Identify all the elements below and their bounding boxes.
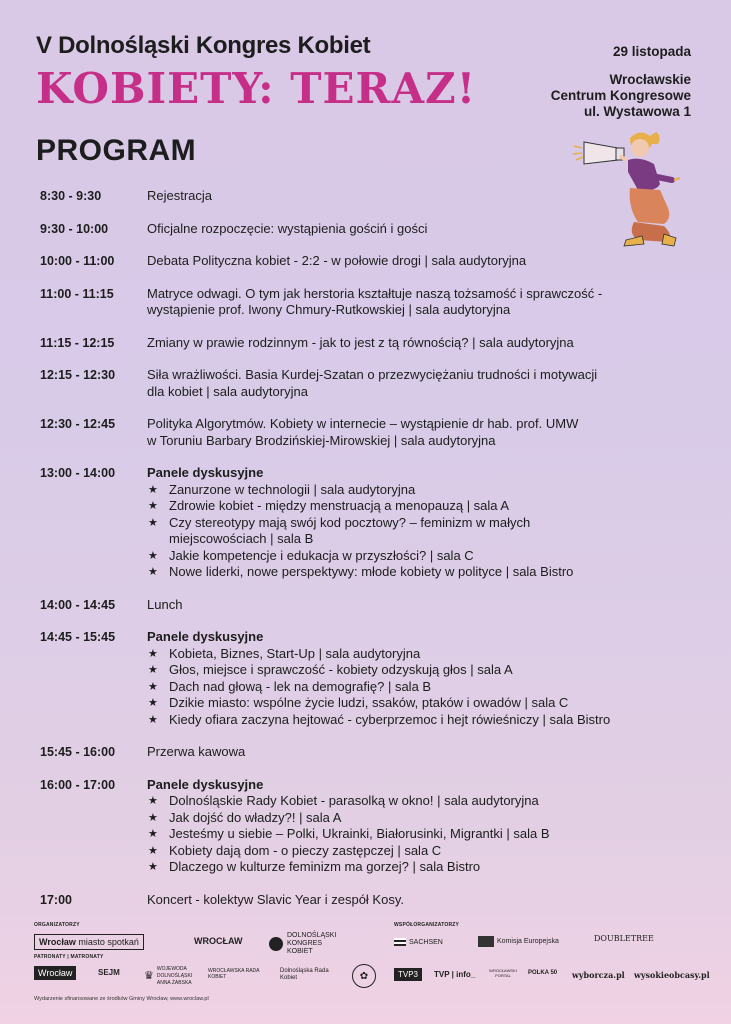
panel-item-text [169,498,509,515]
panel-item [147,712,700,729]
star-bullet-icon: ★ [148,811,158,824]
panel-item-line: Dach nad głową - lek na demografię? | sala B [169,678,432,694]
polka-logo: POLKA 50 [528,970,558,976]
tvp-info-logo: TVP | info_ [434,970,476,979]
row-gap [40,205,700,221]
wrk-logo: WROCŁAWSKA RADA KOBIET [208,968,260,980]
wroclaw-miasto-spotkan-logo [34,934,144,950]
panel-item-line: Czy stereotypy mają swój kod pocztowy? – feminizm w małych [169,514,531,530]
freistaat-sachsen-logo [394,938,443,946]
wysokie-obcasy-logo: wysokieobcasy.pl [634,970,710,980]
panel-item-text [169,695,568,712]
venue-line-2: Centrum Kongresowe [550,88,691,103]
sachsen-flag-icon [394,938,406,946]
panel-item-line: Głos, miejsce i sprawczość - kobiety odzyskują głos | sala A [169,662,513,677]
venue-line-3: ul. Wystawowa 1 [583,104,691,119]
schedule-row [40,221,700,238]
schedule-time: 16:00 - 17:00 [40,777,116,792]
schedule-time: 9:30 - 10:00 [40,221,109,236]
star-bullet-icon: ★ [148,861,158,873]
eu-flag-icon [478,936,494,947]
schedule-time: 10:00 - 11:00 [40,254,115,268]
row-gap [40,237,700,253]
drk-logo: Dolnośląska Rada Kobiet [280,968,329,981]
schedule-row [40,629,700,728]
description-line: dla kobiet | sala audytoryjna [147,383,308,399]
panel-item-line: miejscowościach | sala B [169,531,314,546]
schedule-time: 11:15 - 12:15 [40,335,115,350]
panel-item [147,679,700,696]
panel-item-line: Kobiety dają dom - o pieczy zastępczej | sala C [169,842,442,858]
schedule-row [40,286,700,319]
event-details [551,44,691,120]
event-date: 29 listopada [612,44,691,59]
panel-item-line: Dzikie miasto: wspólne życie ludzi, ssaków, ptaków i owadów | sala C [169,695,569,710]
star-bullet-icon: ★ [148,549,158,562]
schedule-row [40,367,700,400]
panel-item-line: Jak dojść do władzy?! | sala A [169,809,342,825]
panel-item [147,695,700,712]
row-gap [40,876,700,892]
row-gap [40,761,700,777]
patrons-label: PATRONATY | MATRONATY [34,954,104,960]
schedule-row [40,465,700,581]
sejm-logo: SEJM [98,968,120,977]
panel-item-text [169,810,341,827]
panel-item [147,810,700,827]
star-bullet-icon: ★ [148,516,158,529]
wroclawski-portal-logo: WROCŁAWSKI PORTAL [489,968,517,978]
logo-text-tag: miasto spotkań [78,937,139,947]
panel-item-text [169,515,530,548]
description-line: Debata Polityczna kobiet - 2:2 - w połowie drogi | sala audytoryjna [147,253,527,268]
schedule-row [40,188,700,205]
schedule-time: 15:45 - 16:00 [40,745,116,759]
header-left [36,32,476,168]
schedule-time: 13:00 - 14:00 [40,466,116,480]
schedule-description [147,335,700,352]
schedule-description [147,188,700,205]
description-line: Matryce odwagi. O tym jak herstoria kształtuje naszą tożsamość i sprawczość - [147,285,603,301]
description-line: Zmiany w prawie rodzinnym - jak to jest z tą równością? | sala audytoryjna [147,334,574,350]
panel-item-line: Zdrowie kobiet - między menstruacją a menopauzą | sala A [169,498,510,513]
panel-item [147,515,700,548]
schedule-description [147,777,700,876]
description-line: Lunch [147,596,183,612]
row-gap [40,613,700,629]
row-gap [40,449,700,465]
schedule-row [40,597,700,614]
panel-item-line: Kiedy ofiara zaczyna hejtować - cyberprzemoc i hejt rówieśniczy | sala Bistro [169,711,611,727]
dkk-icon [269,937,283,951]
panel-item-text [169,859,480,876]
star-bullet-icon: ★ [148,680,158,693]
dkk-logo [269,932,349,956]
row-gap [40,270,700,286]
star-bullet-icon: ★ [148,566,158,578]
panel-item [147,826,700,843]
description-line: Siła wrażliwości. Basia Kurdej-Szatan o przezwyciężaniu trudności i motywacji [147,367,598,382]
panel-item-text [169,482,415,499]
schedule-time: 8:30 - 9:30 [40,189,102,203]
schedule-row [40,777,700,876]
panel-item-text [169,548,474,565]
wroclaw-small-logo: Wrocław [34,966,76,980]
panel-heading: Panele dyskusyjne [147,776,264,792]
funding-footnote: Wydarzenie sfinansowane ze środków Gminy Wrocław, www.wroclaw.pl [34,996,209,1002]
star-bullet-icon: ★ [148,828,158,840]
schedule-description [147,465,700,581]
panel-item [147,646,700,663]
schedule-description [147,892,700,909]
panel-item-line: Jakie kompetencje i edukacja w przyszłości? | sala C [169,547,474,563]
panel-item-text [169,679,431,696]
panel-heading: Panele dyskusyjne [147,465,264,480]
star-bullet-icon: ★ [148,713,158,726]
description-line: w Toruniu Barbary Brodzińskiej-Mirowskiej | sala audytoryjna [147,432,496,448]
schedule-description [147,253,700,270]
schedule-time: 12:30 - 12:45 [40,417,116,431]
row-gap [40,400,700,416]
panel-item-text [169,646,420,663]
panel-item-line: Jesteśmy u siebie – Polki, Ukrainki, Białorusinki, Migrantki | sala B [169,826,550,841]
panel-item-text [169,564,573,581]
panel-heading: Panele dyskusyjne [147,629,264,644]
program-heading: PROGRAM [36,134,197,167]
venue-line-1: Wrocławskie [609,72,691,87]
coorganizers-label: WSPÓŁORGANIZATORZY [394,922,460,928]
wroclaw-city-logo: WROCŁAW [194,936,243,946]
schedule-time: 17:00 [40,892,72,907]
schedule-row [40,892,700,909]
tvp3-logo: TVP3 [394,968,422,981]
program-schedule [40,188,700,908]
panel-item-line: Dolnośląskie Rady Kobiet - parasolką w okno! | sala audytoryjna [169,793,539,808]
row-gap [40,351,700,367]
star-bullet-icon: ★ [148,483,158,496]
description-line: wystąpienie prof. Iwony Chmury-Rutkowskiej | sala audytoryjna [147,302,511,317]
panel-item-line: Nowe liderki, nowe perspektywy: młode kobiety w polityce | sala Bistro [169,564,574,579]
panel-item-line: Kobieta, Biznes, Start-Up | sala audytoryjna [169,645,421,661]
eagle-icon: ♛ [144,970,154,982]
sachsen-text: SACHSEN [409,938,443,946]
schedule-description [147,744,700,761]
panel-item [147,793,700,810]
row-gap [40,319,700,335]
schedule-description [147,597,700,614]
schedule-description [147,629,700,728]
star-bullet-icon: ★ [148,647,158,660]
description-line: Polityka Algorytmów. Kobiety w internecie – wystąpienie dr hab. prof. UMW [147,416,579,431]
ke-text: Komisja Europejska [497,938,559,945]
description-line: Przerwa kawowa [147,744,246,759]
wojewoda-text: WOJEWODA DOLNOŚLĄSKI ANNA ŻABSKA [156,966,193,986]
dkk-logo-text: DOLNOŚLĄSKI KONGRES KOBIET [287,932,337,955]
schedule-time: 14:45 - 15:45 [40,630,116,644]
panel-item-text [169,843,441,860]
schedule-time: 11:00 - 11:15 [40,286,114,301]
row-gap [40,581,700,597]
doubletree-logo: DOUBLETREE [594,934,654,943]
wojewoda-logo [144,966,204,987]
schedule-row [40,253,700,270]
event-subtitle: V Dolnośląski Kongres Kobiet [36,32,371,59]
panel-item-text [169,826,550,843]
description-line: Oficjalne rozpoczęcie: wystąpienia gościń i gości [147,220,428,236]
schedule-row [40,416,700,449]
schedule-description [147,367,700,400]
schedule-row [40,335,700,352]
panel-item [147,843,700,860]
star-bullet-icon: ★ [148,500,158,512]
panel-item [147,548,700,565]
panel-item [147,859,700,876]
schedule-time: 12:15 - 12:30 [40,368,116,382]
panel-item-line: Dlaczego w kulturze feminizm ma gorzej? | sala Bistro [169,859,481,874]
logo-text-wroclaw: Wrocław [39,937,76,947]
wyborcza-logo: wyborcza.pl [572,970,625,980]
star-bullet-icon: ★ [148,664,158,676]
description-line: Koncert - kolektyw Slavic Year i zespół Kosy. [147,891,404,907]
description-line: Rejestracja [147,188,213,203]
komisja-europejska-logo [478,936,559,947]
panel-item [147,662,700,679]
star-bullet-icon: ★ [148,795,158,807]
circle-emblem-icon: ✿ [352,964,376,988]
row-gap [40,728,700,744]
schedule-row [40,744,700,761]
star-bullet-icon: ★ [148,697,158,709]
panel-item-text [169,712,610,729]
panel-item [147,498,700,515]
panel-item-text [169,662,513,679]
panel-item-line: Zanurzone w technologii | sala audytoryjna [169,481,416,497]
panel-item-text [169,793,539,810]
schedule-description [147,416,700,449]
panel-item [147,564,700,581]
panel-item [147,482,700,499]
schedule-time: 14:00 - 14:45 [40,597,116,612]
star-bullet-icon: ★ [148,844,158,857]
schedule-description [147,221,700,238]
schedule-description [147,286,700,319]
event-title: KOBIETY: TERAZ! [36,64,477,113]
organizers-label: ORGANIZATORZY [34,922,80,928]
